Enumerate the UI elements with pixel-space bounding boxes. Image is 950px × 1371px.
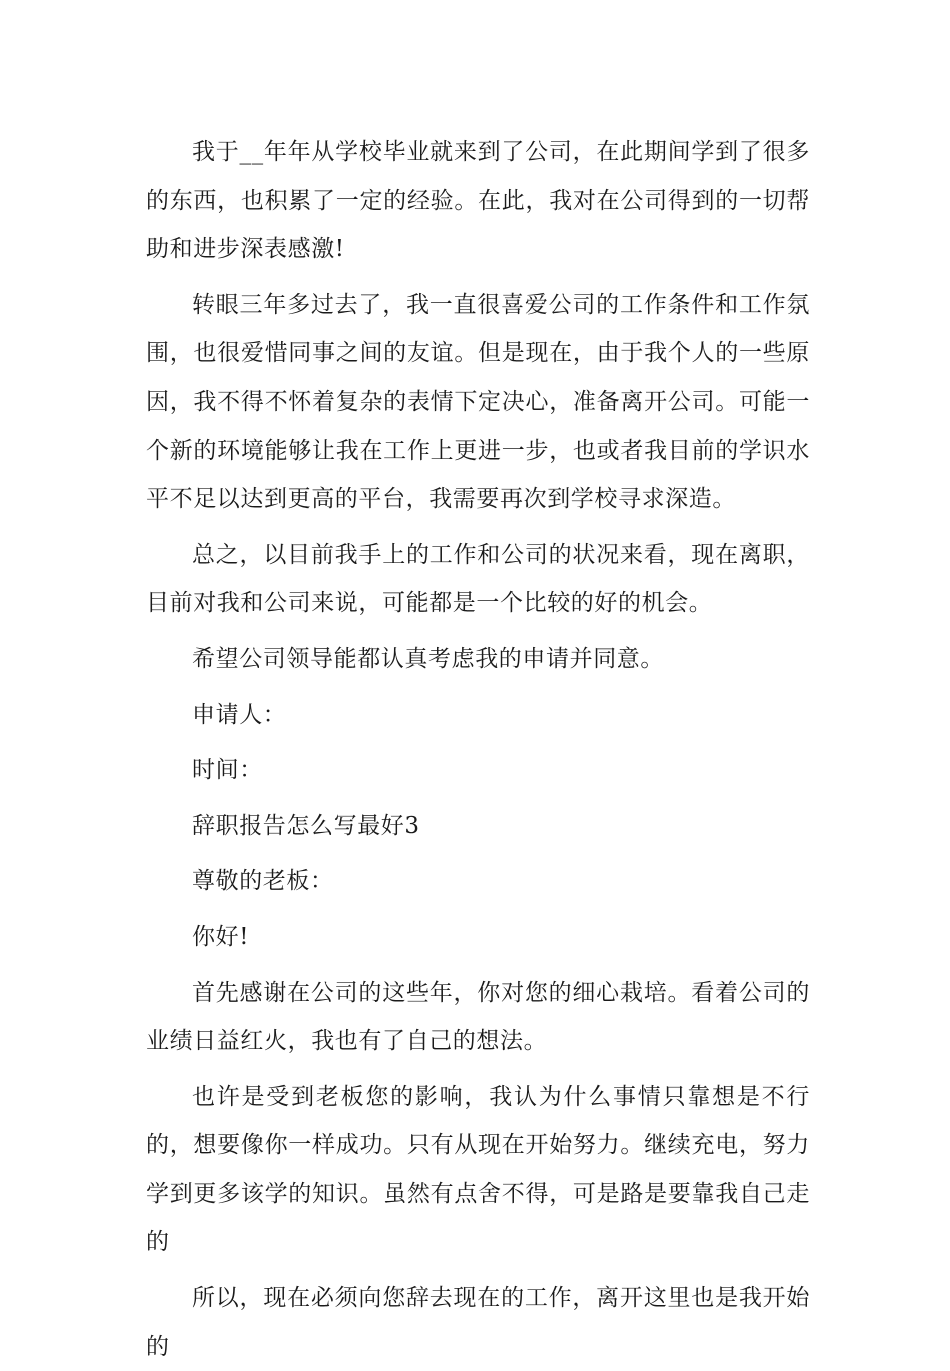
paragraph-resignation: 所以，现在必须向您辞去现在的工作，离开这里也是我开始的 <box>146 1285 810 1360</box>
paragraph-summary: 总之，以目前我手上的工作和公司的状况来看，现在离职，目前对我和公司来说，可能都是一个比较的好的机会。 <box>146 541 810 617</box>
paragraph-graduation: 我于__年年从学校毕业就来到了公司，在此期间学到了很多的东西，也积累了一定的经验。在此，我对在公司得到的一切帮助和进步深表感激! <box>146 139 810 263</box>
paragraph-reason: 转眼三年多过去了，我一直很喜爱公司的工作条件和工作氛围，也很爱惜同事之间的友谊。但是现在，由于我个人的一些原因，我不得不怀着复杂的表情下定决心，准备离开公司。可能一个新的环境能够让我在工作上更进一步，也或者我目前的学识水平不足以达到更高的平台，我需要再次到学校寻求深造。 <box>146 291 810 513</box>
paragraph-request: 希望公司领导能都认真考虑我的申请并同意。 <box>192 645 664 672</box>
date-label: 时间： <box>192 757 263 784</box>
section-heading: 辞职报告怎么写最好3 <box>192 812 420 839</box>
greeting: 你好! <box>192 923 250 950</box>
paragraph-thanks: 首先感谢在公司的这些年，你对您的细心栽培。看着公司的业绩日益红火，我也有了自己的想法。 <box>146 979 810 1055</box>
salutation: 尊敬的老板： <box>192 868 334 895</box>
applicant-label: 申请人： <box>192 701 287 728</box>
document-page <box>146 128 810 1371</box>
paragraph-motivation: 也许是受到老板您的影响，我认为什么事情只靠想是不行的，想要像你一样成功。只有从现在开始努力。继续充电，努力学到更多该学的知识。虽然有点舍不得，可是路是要靠我自己走的 <box>146 1083 810 1256</box>
